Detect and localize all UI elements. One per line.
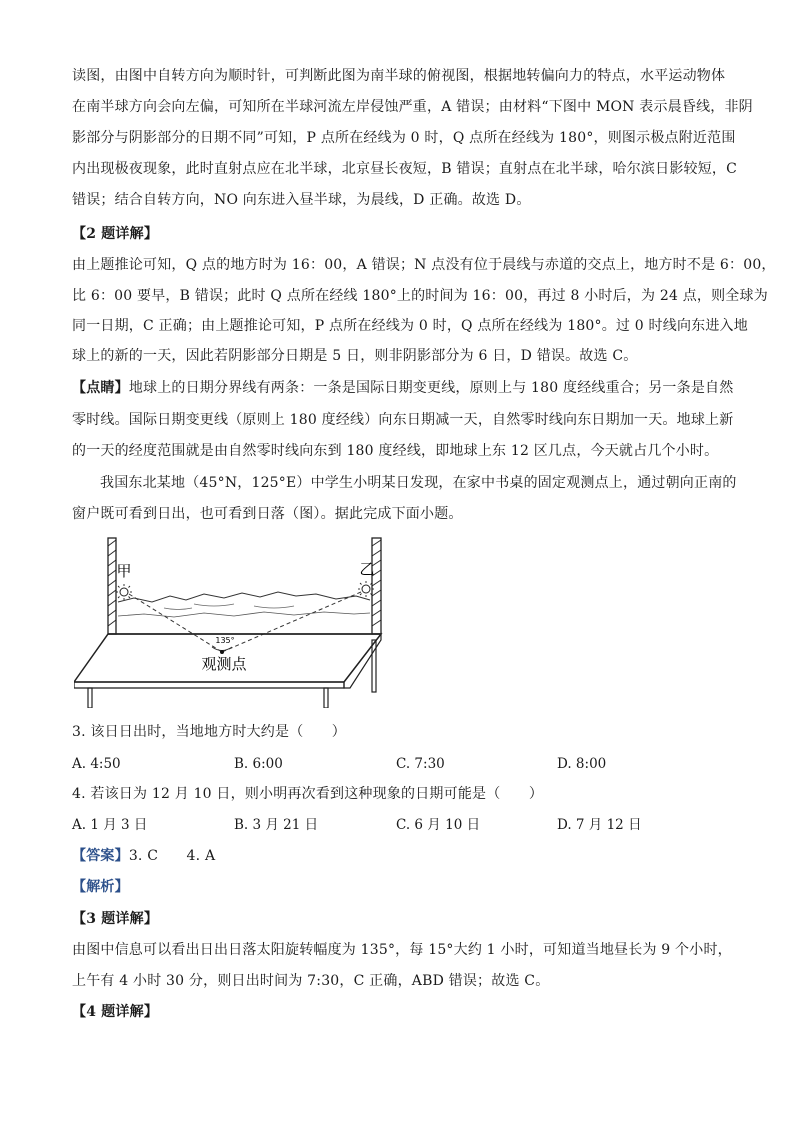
paragraph-1-line-4: 内出现极夜现象，此时直射点应在北半球，北京昼长夜短，B 错误；直射点在北半球，哈尔滨日影较短，C bbox=[72, 161, 738, 177]
paragraph-2-line-2: 比 6：00 要早，B 错误；此时 Q 点所在经线 180°上的时间为 16：00，再过 8 小时后，为 24 点，则全球为 bbox=[72, 288, 768, 304]
right-window-frame bbox=[372, 538, 381, 634]
paragraph-2-line-4: 球上的新的一天，因此若阴影部分日期是 5 日，则非阴影部分为 6 日，D 错误。故选 C。 bbox=[72, 348, 638, 364]
answer-line bbox=[72, 846, 215, 866]
answer-tag: 【答案】 bbox=[72, 848, 129, 864]
q3-option-b: B. 6:00 bbox=[234, 756, 283, 772]
q4-heading: 【4 题详解】 bbox=[72, 1004, 159, 1020]
paragraph-3-line-1: 由图中信息可以看出日出日落太阳旋转幅度为 135°，每 15°大约 1 小时，可知道当地昼长为 9 个小时， bbox=[72, 942, 732, 958]
sun-left-icon bbox=[116, 584, 132, 600]
question-3-stem: 3. 该日日出时，当地地方时大约是（ ） bbox=[72, 724, 347, 740]
horizon-line bbox=[118, 612, 370, 617]
sight-line-left bbox=[129, 594, 222, 652]
observer-label: 观测点 bbox=[201, 655, 247, 673]
desk-edge bbox=[74, 682, 344, 688]
angle-label: 135° bbox=[215, 636, 235, 645]
answer-text: 3. C 4. A bbox=[128, 848, 216, 864]
hill-shading bbox=[164, 604, 294, 610]
desk-leg-right bbox=[324, 688, 328, 708]
paragraph-1-line-5: 错误；结合自转方向，NO 向东进入昼半球，为晨线，D 正确。故选 D。 bbox=[72, 192, 531, 208]
label-yi: 乙 bbox=[359, 560, 375, 578]
observation-point-marker bbox=[220, 650, 224, 654]
q3-heading: 【3 题详解】 bbox=[72, 911, 159, 927]
q3-option-a: A. 4:50 bbox=[72, 756, 121, 772]
right-frame-hatching bbox=[372, 540, 381, 626]
paragraph-1-line-3: 影部分与阴影部分的日期不同”可知，P 点所在经线为 0 时，Q 点所在经线为 180°，则图示极点附近范围 bbox=[72, 130, 736, 146]
paragraph-3-line-2: 上午有 4 小时 30 分，则日出时间为 7:30，C 正确，ABD 错误；故选 C。 bbox=[72, 973, 550, 989]
dianjing-line-1 bbox=[72, 378, 733, 398]
analysis-tag: 【解析】 bbox=[72, 879, 129, 895]
label-jia: 甲 bbox=[116, 562, 132, 580]
desk-leg-left bbox=[88, 688, 92, 708]
q4-option-c: C. 6 月 10 日 bbox=[396, 817, 481, 833]
intro-line-2: 窗户既可看到日出，也可看到日落（图）。据此完成下面小题。 bbox=[72, 506, 463, 522]
dianjing-line-3: 的一天的经度范围就是由自然零时线向东到 180 度经线，即地球上东 12 区几点，今天就占几个小时。 bbox=[72, 443, 719, 459]
paragraph-2-line-3: 同一日期，C 正确；由上题推论可知，P 点所在经线为 0 时，Q 点所在经线为 180°。过 0 时线向东进入地 bbox=[72, 318, 748, 334]
q4-option-a: A. 1 月 3 日 bbox=[72, 817, 148, 833]
hill-outline bbox=[118, 592, 370, 602]
left-window-frame bbox=[108, 538, 116, 634]
window-desk-figure bbox=[74, 536, 392, 708]
q4-option-b: B. 3 月 21 日 bbox=[234, 817, 319, 833]
dianjing-text-1: 地球上的日期分界线有两条：一条是国际日期变更线，原则上与 180 度经线重合；另一条是自然 bbox=[128, 380, 734, 396]
q3-option-c: C. 7:30 bbox=[396, 756, 445, 772]
sight-line-right bbox=[222, 592, 361, 652]
dianjing-tag: 【点睛】 bbox=[72, 380, 129, 396]
paragraph-1-line-2: 在南半球方向会向左偏，可知所在半球河流左岸侵蚀严重，A 错误；由材料“下图中 MON 表示晨昏线，非阴 bbox=[72, 99, 753, 115]
q3-option-d: D. 8:00 bbox=[557, 756, 607, 772]
q2-heading: 【2 题详解】 bbox=[72, 226, 159, 242]
paragraph-2-line-1: 由上题推论可知，Q 点的地方时为 16：00，A 错误；N 点没有位于晨线与赤道的交点上，地方时不是 6：00， bbox=[72, 257, 776, 273]
paragraph-1-line-1: 读图，由图中自转方向为顺时针，可判断此图为南半球的俯视图，根据地转偏向力的特点，水平运动物体 bbox=[72, 68, 726, 84]
q4-option-d: D. 7 月 12 日 bbox=[557, 817, 642, 833]
left-frame-hatching bbox=[108, 540, 116, 626]
dianjing-line-2: 零时线。国际日期变更线（原则上 180 度经线）向东日期减一天，自然零时线向东日期加一天。地球上新 bbox=[72, 412, 734, 428]
intro-line-1: 我国东北某地（45°N，125°E）中学生小明某日发现，在家中书桌的固定观测点上，通过朝向正南的 bbox=[100, 475, 737, 491]
question-4-stem: 4. 若该日为 12 月 10 日，则小明再次看到这种现象的日期可能是（ ） bbox=[72, 786, 544, 802]
